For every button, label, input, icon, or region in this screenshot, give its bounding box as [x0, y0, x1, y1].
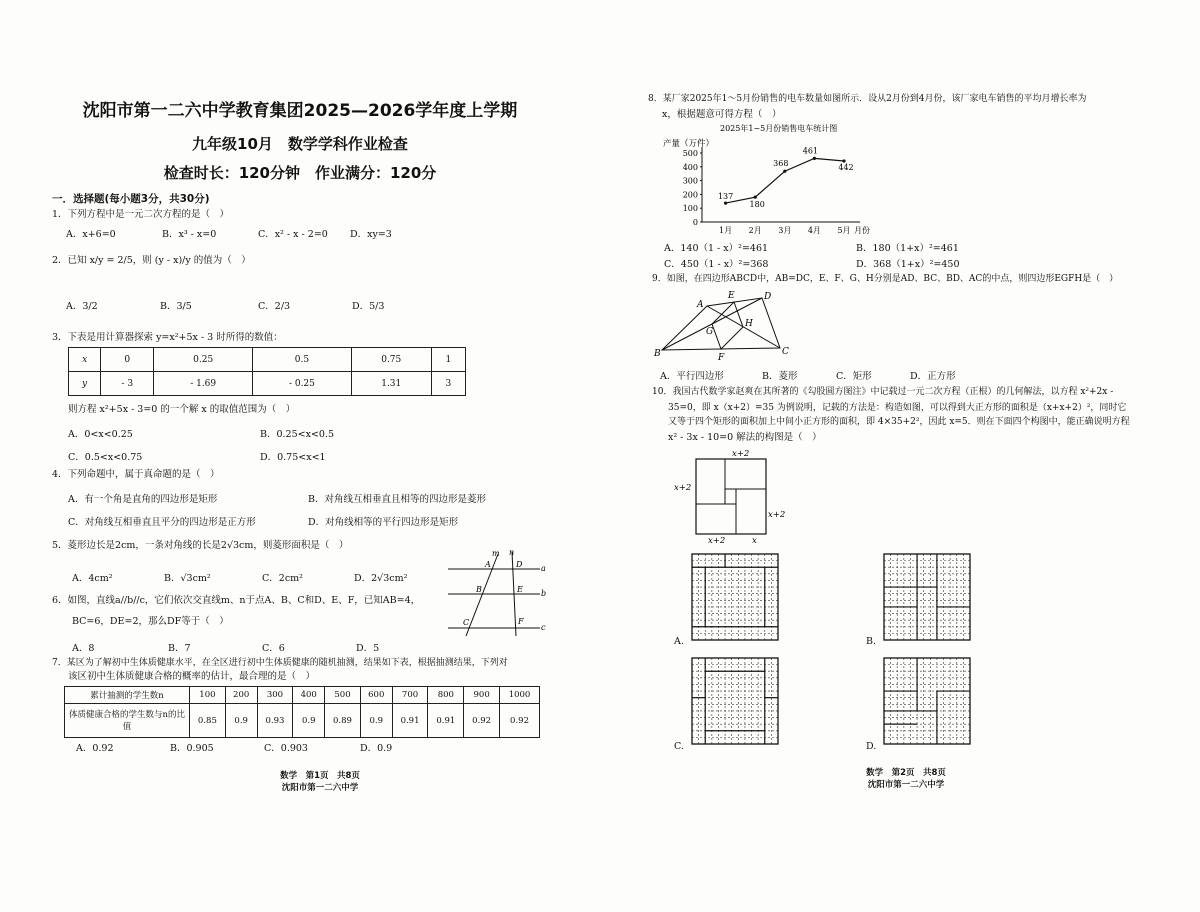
- q5-option-d: D．2√3cm²: [354, 573, 408, 584]
- quad-ABCD: [662, 298, 780, 350]
- q8-option-c: C．450（1 - x）²=368: [664, 259, 769, 270]
- page-2-footer: 数学 第2页 共8页: [866, 768, 946, 778]
- question-2-stem: 2．已知 x/y = 2/5，则 (y - x)/y 的值为（ ）: [52, 255, 251, 266]
- question-7-stem-line2: 该区初中生体质健康合格的概率的估计，最合理的是（ ）: [68, 671, 316, 682]
- data-label: 461: [802, 146, 819, 156]
- y-tick-label: 200: [682, 190, 698, 200]
- q7-cell: 0.92: [500, 704, 540, 738]
- big-square: [696, 459, 766, 534]
- question-8-stem-line1: 8．某厂家2025年1～5月份销售的电车数量如图所示．设从2月份到4月份，该厂家电车销售的平均月增长率为: [648, 94, 1087, 104]
- q7-cell: 0.9: [293, 704, 325, 738]
- q5-option-c: C．2cm²: [262, 573, 303, 584]
- q7-cell: 0.91: [392, 704, 428, 738]
- q7-cell: 0.89: [325, 704, 361, 738]
- exam-duration: 检查时长：120分钟 作业满分：120分: [163, 164, 437, 182]
- y-tick-label: 100: [682, 204, 698, 214]
- q10-option-b-label: B.: [866, 636, 877, 647]
- label-H: H: [745, 319, 753, 329]
- page-2-school: 沈阳市第一二六中学: [867, 780, 945, 790]
- q10-option-d-label: D.: [866, 741, 877, 752]
- q1-option-a: A．x+6=0: [66, 229, 116, 240]
- line-m: [466, 554, 498, 636]
- q7-table: [64, 686, 540, 738]
- x-tick-label: 1月: [719, 226, 733, 235]
- q7-option-b: B．0.905: [170, 743, 214, 754]
- label-C: C: [463, 618, 470, 627]
- question-3-stem: 3．下表是用计算器探索 y=x²+5x - 3 时所得的数值：: [52, 332, 283, 343]
- section-heading: 一．选择题(每小题3分，共30分): [52, 193, 210, 205]
- page-1-school: 沈阳市第一二六中学: [281, 783, 359, 793]
- q6-parallel-lines-figure: [440, 548, 550, 640]
- q10-option-a-figure: [690, 552, 780, 646]
- q10-option-c-label: C.: [674, 741, 684, 752]
- q7-cell: 1000: [500, 687, 540, 704]
- question-6-stem-line1: 6．如图，直线a//b//c，它们依次交直线m、n于点A、B、C和D、E、F，已知AB=4，: [52, 595, 421, 606]
- y-tick-label: 300: [682, 176, 698, 186]
- q5-option-b: B．√3cm²: [164, 573, 211, 584]
- label-F: F: [718, 353, 725, 362]
- q7-cell: 900: [464, 687, 500, 704]
- q3-cell: 0.75: [351, 348, 431, 372]
- q8-option-a: A．140（1 - x）²=461: [664, 243, 769, 254]
- q5-option-a: A．4cm²: [72, 573, 113, 584]
- label-c: c: [541, 623, 546, 632]
- q6-option-c: C．6: [262, 643, 285, 654]
- question-1-stem: 1．下列方程中是一元二次方程的是（ ）: [52, 209, 230, 220]
- q7-row2-head: 体质健康合格的学生数与n的比值: [65, 704, 190, 738]
- x-axis-label: 月份: [854, 226, 870, 235]
- y-tick-label: 400: [682, 162, 698, 172]
- q7-cell: 0.9: [360, 704, 392, 738]
- q4-option-c: C．对角线互相垂直且平分的四边形是正方形: [68, 517, 256, 528]
- quad-EGFH: [712, 302, 743, 349]
- q3-cell: x: [69, 348, 101, 372]
- q3-cell: - 3: [101, 372, 154, 396]
- fig-label-bottom-left: x+2: [708, 536, 726, 546]
- exam-subtitle: 九年级10月 数学学科作业检查: [192, 135, 408, 153]
- exam-title: 沈阳市第一二六中学教育集团2025—2026学年度上学期: [82, 101, 518, 121]
- q7-cell: 0.91: [428, 704, 464, 738]
- q9-option-c: C．矩形: [836, 371, 872, 382]
- q7-cell: 800: [428, 687, 464, 704]
- q9-option-a: A．平行四边形: [660, 371, 724, 382]
- q1-option-c: C．x² - x - 2=0: [258, 229, 328, 240]
- outer-square: [884, 658, 970, 744]
- q9-option-d: D．正方形: [910, 371, 956, 382]
- q6-option-b: B．7: [168, 643, 191, 654]
- q10-option-d-figure: [882, 656, 972, 750]
- q8-line-chart: [660, 120, 890, 240]
- q4-option-a: A．有一个角是直角的四边形是矩形: [68, 494, 218, 505]
- q8-option-b: B．180（1+x）²=461: [856, 243, 959, 254]
- chart-marks: [718, 146, 854, 209]
- y-tick-label: 0: [692, 218, 698, 227]
- q3-option-b: B．0.25<x<0.5: [260, 429, 335, 440]
- x-tick-label: 3月: [778, 226, 792, 235]
- data-point: [754, 196, 757, 199]
- question-6-stem-line2: BC=6，DE=2，那么DF等于（ ）: [72, 616, 229, 627]
- page-1-footer: 数学 第1页 共8页: [280, 771, 360, 781]
- q7-row1-head: 累计抽测的学生数n: [65, 687, 190, 704]
- question-10-line3: 又等于四个矩形的面积加上中间小正方形的面积，即 4×35+2²，因此 x=5．则在下面四个构图中，能正确说明方程: [668, 417, 1130, 427]
- q7-cell: 100: [190, 687, 226, 704]
- label-D: D: [516, 560, 523, 569]
- label-C: C: [782, 347, 789, 357]
- q7-cell: 400: [293, 687, 325, 704]
- fig-label-right: x+2: [768, 510, 786, 520]
- question-10-line1: 10．我国古代数学家赵爽在其所著的《勾股圆方图注》中记载过一元二次方程（正根）的几何解法，以方程 x²+2x -: [652, 387, 1114, 397]
- x-tick-label: 2月: [748, 226, 762, 235]
- q2-option-a: A．3/2: [66, 301, 98, 312]
- question-10-line4: x² - 3x - 10=0 解法的构图是（ ）: [668, 432, 822, 443]
- q7-cell: 200: [225, 687, 257, 704]
- label-a: a: [541, 564, 546, 573]
- right-page: [600, 0, 1200, 912]
- q7-cell: 500: [325, 687, 361, 704]
- label-E: E: [728, 291, 735, 301]
- center-small-square: [725, 489, 736, 504]
- q3-cell: 1: [431, 348, 465, 372]
- q6-option-a: A．8: [72, 643, 95, 654]
- question-5-stem: 5．菱形边长是2cm，一条对角线的长是2√3cm，则菱形面积是（ ）: [52, 540, 349, 551]
- data-point: [813, 157, 816, 160]
- q1-option-b: B．x³ - x=0: [162, 229, 217, 240]
- fig-label-left: x+2: [674, 483, 692, 493]
- q3-cell: 0.5: [253, 348, 352, 372]
- q3-cell: - 0.25: [253, 372, 352, 396]
- question-10-line2: 35=0，即 x（x+2）=35 为例说明，记载的方法是：构造如图，可以得到大正方形的面积是（x+x+2）²，同时它: [668, 403, 1127, 413]
- label-A: A: [485, 560, 491, 569]
- q3-option-d: D．0.75<x<1: [260, 452, 326, 463]
- data-label: 442: [838, 163, 854, 173]
- q8-option-d: D．368（1+x）²=450: [856, 259, 960, 270]
- fig-label-top: x+2: [732, 449, 750, 459]
- chart-ylabel: 产量（万件）: [663, 139, 715, 149]
- q7-cell: 0.85: [190, 704, 226, 738]
- label-m: m: [492, 549, 500, 558]
- q3-after-text: 则方程 x²+5x - 3=0 的一个解 x 的取值范围为（ ）: [68, 404, 296, 415]
- q9-quadrilateral-figure: [652, 288, 802, 362]
- question-7-stem-line1: 7．某区为了解初中生体质健康水平，在全区进行初中生体质健康的随机抽测，结果如下表，根据抽测结果，下列对: [52, 658, 508, 668]
- q7-cell: 0.92: [464, 704, 500, 738]
- x-tick-label: 5月: [837, 226, 851, 235]
- q10-option-b-figure: [882, 552, 972, 646]
- q9-option-b: B．菱形: [762, 371, 798, 382]
- label-D: D: [764, 292, 772, 302]
- chart-title: 2025年1~5月份销售电车统计图: [720, 124, 838, 133]
- q7-option-a: A．0.92: [76, 743, 114, 754]
- q3-cell: y: [69, 372, 101, 396]
- q7-option-d: D．0.9: [360, 743, 393, 754]
- q2-option-d: D．5/3: [352, 301, 385, 312]
- data-label: 368: [773, 159, 789, 169]
- q3-cell: 3: [431, 372, 465, 396]
- q6-option-d: D．5: [356, 643, 380, 654]
- q2-option-c: C．2/3: [258, 301, 291, 312]
- fig-label-bottom-right: x: [752, 536, 757, 546]
- q2-option-b: B．3/5: [160, 301, 192, 312]
- q3-cell: 1.31: [351, 372, 431, 396]
- question-9-stem: 9．如图，在四边形ABCD中，AB=DC，E、F、G、H分别是AD、BC、BD、AC的中点，则四边形EGFH是（ ）: [652, 274, 1119, 284]
- label-F: F: [518, 617, 524, 626]
- q3-cell: - 1.69: [154, 372, 253, 396]
- q1-option-d: D．xy=3: [350, 229, 392, 240]
- q10-example-figure: [670, 446, 800, 546]
- data-point: [724, 201, 727, 204]
- q7-cell: 0.9: [225, 704, 257, 738]
- data-label: 180: [749, 200, 765, 210]
- label-A: A: [697, 300, 704, 310]
- q3-cell: 0: [101, 348, 154, 372]
- q7-option-c: C．0.903: [264, 743, 308, 754]
- q3-option-a: A．0<x<0.25: [68, 429, 133, 440]
- y-tick-label: 500: [682, 149, 698, 158]
- q10-option-c-figure: [690, 656, 780, 750]
- q10-option-a-label: A.: [674, 636, 684, 647]
- q3-option-c: C．0.5<x<0.75: [68, 452, 143, 463]
- x-tick-label: 4月: [807, 226, 821, 235]
- q7-cell: 300: [257, 687, 293, 704]
- outer-square: [884, 554, 970, 640]
- label-B: B: [476, 585, 482, 594]
- label-G: G: [706, 327, 714, 337]
- question-4-stem: 4．下列命题中，属于真命题的是（ ）: [52, 469, 220, 480]
- label-E: E: [517, 585, 523, 594]
- q3-cell: 0.25: [154, 348, 253, 372]
- label-B: B: [654, 349, 661, 359]
- q7-cell: 600: [360, 687, 392, 704]
- data-label: 137: [717, 192, 734, 202]
- data-point: [783, 170, 786, 173]
- q7-cell: 700: [392, 687, 428, 704]
- label-b: b: [541, 589, 547, 598]
- q4-option-d: D．对角线相等的平行四边形是矩形: [308, 517, 459, 528]
- q4-option-b: B．对角线互相垂直且相等的四边形是菱形: [308, 494, 486, 505]
- q3-table: [68, 347, 466, 396]
- label-n: n: [509, 548, 515, 557]
- question-8-stem-line2: x，根据题意可得方程（ ）: [662, 109, 782, 120]
- q7-cell: 0.93: [257, 704, 293, 738]
